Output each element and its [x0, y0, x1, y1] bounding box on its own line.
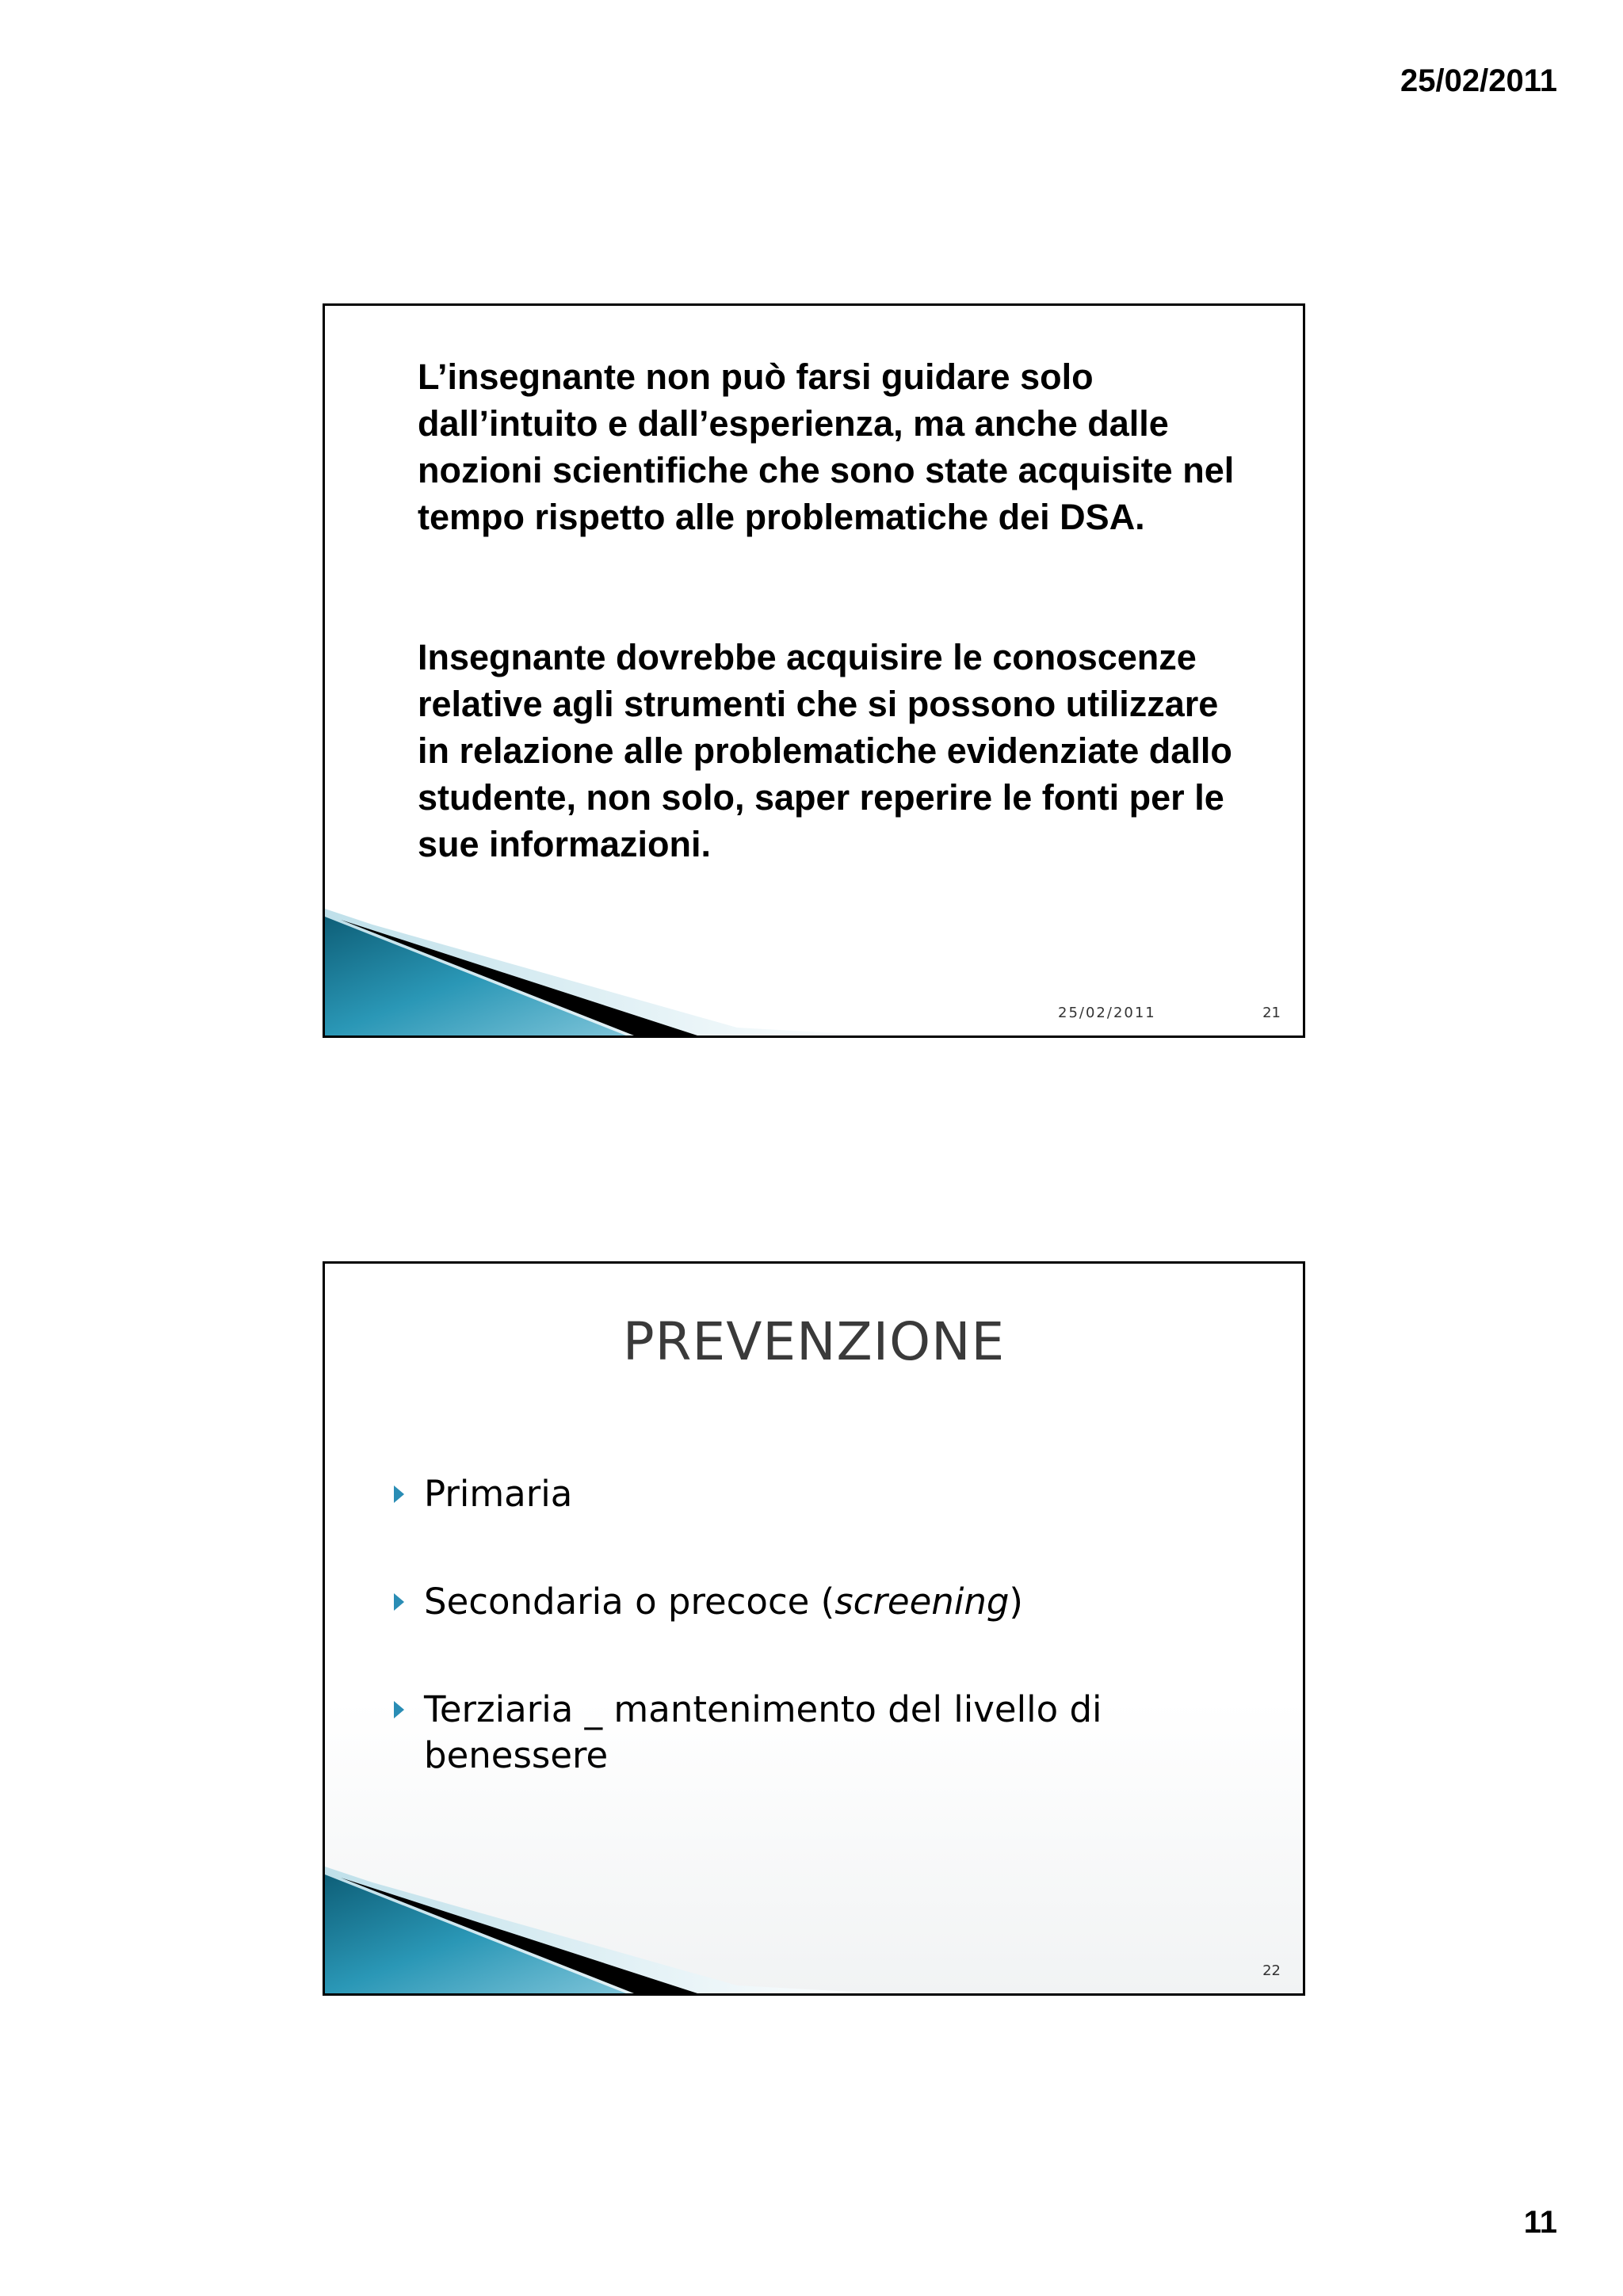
slide-22-bullet-list — [392, 1471, 1264, 1779]
slide-22-number: 22 — [1262, 1962, 1281, 1979]
slide-22 — [323, 1261, 1305, 1996]
bullet-secondary — [392, 1579, 1264, 1625]
triangle-bullet-icon — [394, 1593, 404, 1611]
slide-wave-decoration — [325, 1867, 927, 1993]
bullet-secondary-screening: screening — [834, 1581, 1010, 1623]
slide-21-paragraph-2: Insegnante dovrebbe acquisire le conoscenze relative agli strumenti che si possono utilizzare in relazione alle problematiche evidenziate dallo studente, non solo, saper reperire le fonti per le sue informazioni. — [418, 637, 1232, 864]
slide-21-number: 21 — [1262, 1005, 1281, 1021]
bullet-tertiary-description: mantenimento del livello di benessere — [424, 1688, 1102, 1776]
page-date: 25/02/2011 — [1400, 63, 1557, 98]
slide-21-paragraph-1: L’insegnante non può farsi guidare solo dall’intuito e dall’esperienza, ma anche dalle nozioni scientifiche che sono state acquisite nel tempo rispetto alle problematiche dei DSA. — [418, 357, 1235, 537]
bullet-tertiary — [392, 1687, 1264, 1779]
bullet-secondary-close: ) — [1009, 1581, 1023, 1623]
page-number: 11 — [1523, 2205, 1557, 2240]
slide-21-footer-date: 25/02/2011 — [1058, 1005, 1156, 1021]
bullet-tertiary-label: Terziaria _ — [424, 1688, 603, 1730]
bullet-secondary-text: Secondaria o precoce ( — [424, 1581, 835, 1623]
triangle-bullet-icon — [394, 1701, 404, 1718]
slide-wave-decoration — [325, 909, 927, 1035]
bullet-primary — [392, 1471, 1264, 1517]
slide-22-title: PREVENZIONE — [622, 1311, 1006, 1372]
bullet-primary-text: Primaria — [424, 1473, 573, 1515]
slide-21-body — [418, 353, 1258, 868]
triangle-bullet-icon — [394, 1486, 404, 1503]
slide-21 — [323, 303, 1305, 1038]
